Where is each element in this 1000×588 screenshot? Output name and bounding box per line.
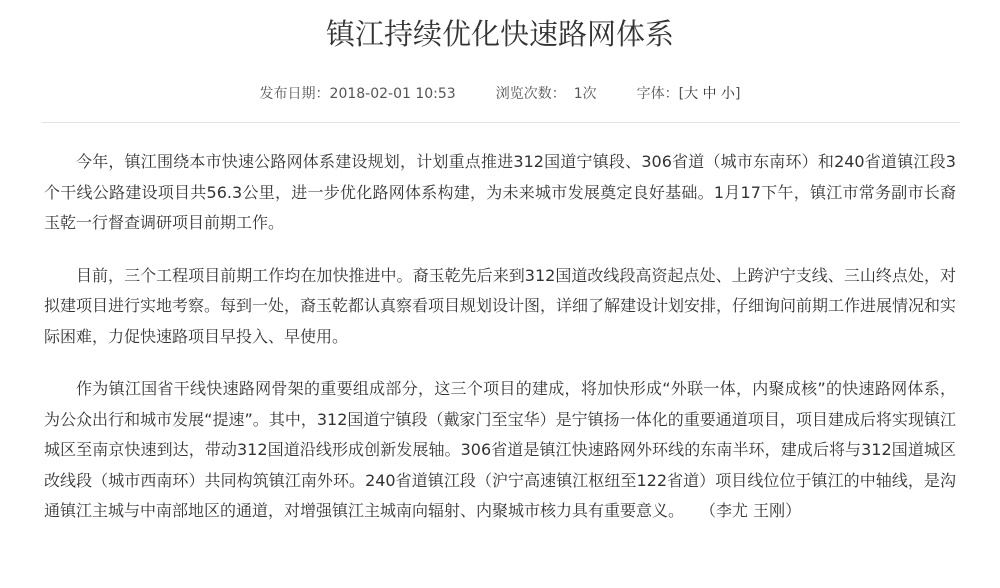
- article-paragraph-2: 目前，三个工程项目前期工作均在加快推进中。裔玉乾先后来到312国道改线段高资起点处、上跨沪宁支线、三山终点处，对拟建项目进行实地考察。每到一处，裔玉乾都认真察看项目规划设计图，详细了解建设计划安排，仔细询问前期工作进展情况和实际困难，力促快速路项目早投入、早使用。: [44, 265, 957, 346]
- article-meta: [0, 84, 1000, 104]
- font-bracket-close: ]: [735, 86, 741, 102]
- article-body: [44, 147, 956, 549]
- view-count-value: 1次: [573, 86, 597, 102]
- font-size-large-link[interactable]: 大: [684, 86, 699, 102]
- article-paragraph-1: 今年，镇江围绕本市快速公路网体系建设规划，计划重点推进312国道宁镇段、306省道（城市东南环）和240省道镇江段3个干线公路建设项目共56.3公里，进一步优化路网体系构建，为未来城市发展奠定良好基础。1月17下午，镇江市常务副市长裔玉乾一行督查调研项目前期工作。: [44, 152, 956, 232]
- font-bracket-open: [: [678, 86, 685, 102]
- publish-date-value: 2018-02-01 10:53: [329, 86, 456, 102]
- view-count-label: 浏览次数：: [495, 86, 566, 102]
- font-size-medium-link[interactable]: 中: [702, 86, 717, 102]
- article-paragraph-3: 作为镇江国省干线快速路网骨架的重要组成部分，这三个项目的建成，将加快形成“外联一体，内聚成核”的快速路网体系，为公众出行和城市发展“提速”。其中，312国道宁镇段（戴家门至宝华）是宁镇扬一体化的重要通道项目，项目建成后将实现镇江城区至南京快速到达，带动312国道沿线形成创新发展轴。306省道是镇江快速路网外环线的东南半环，建成后将与312国道城区改线段（城市西南环）共同构筑镇江南外环。240省道镇江段（沪宁高速镇江枢纽至122省道）项目线位位于镇江的中轴线，是沟通镇江主城与中南部地区的通道，对增强镇江主城南向辐射、内聚城市核力具有重要意义。 （李尤 王刚）: [44, 379, 956, 520]
- font-size-label: 字体：: [636, 86, 679, 102]
- publish-date-label: 发布日期：: [259, 86, 330, 102]
- view-count-info: [496, 84, 597, 104]
- article-title: 镇江持续优化快速路网体系: [325, 17, 674, 51]
- font-size-control: [637, 84, 741, 104]
- publish-date-info: [260, 84, 456, 104]
- meta-divider: [42, 122, 960, 123]
- font-size-small-link[interactable]: 小: [721, 86, 735, 102]
